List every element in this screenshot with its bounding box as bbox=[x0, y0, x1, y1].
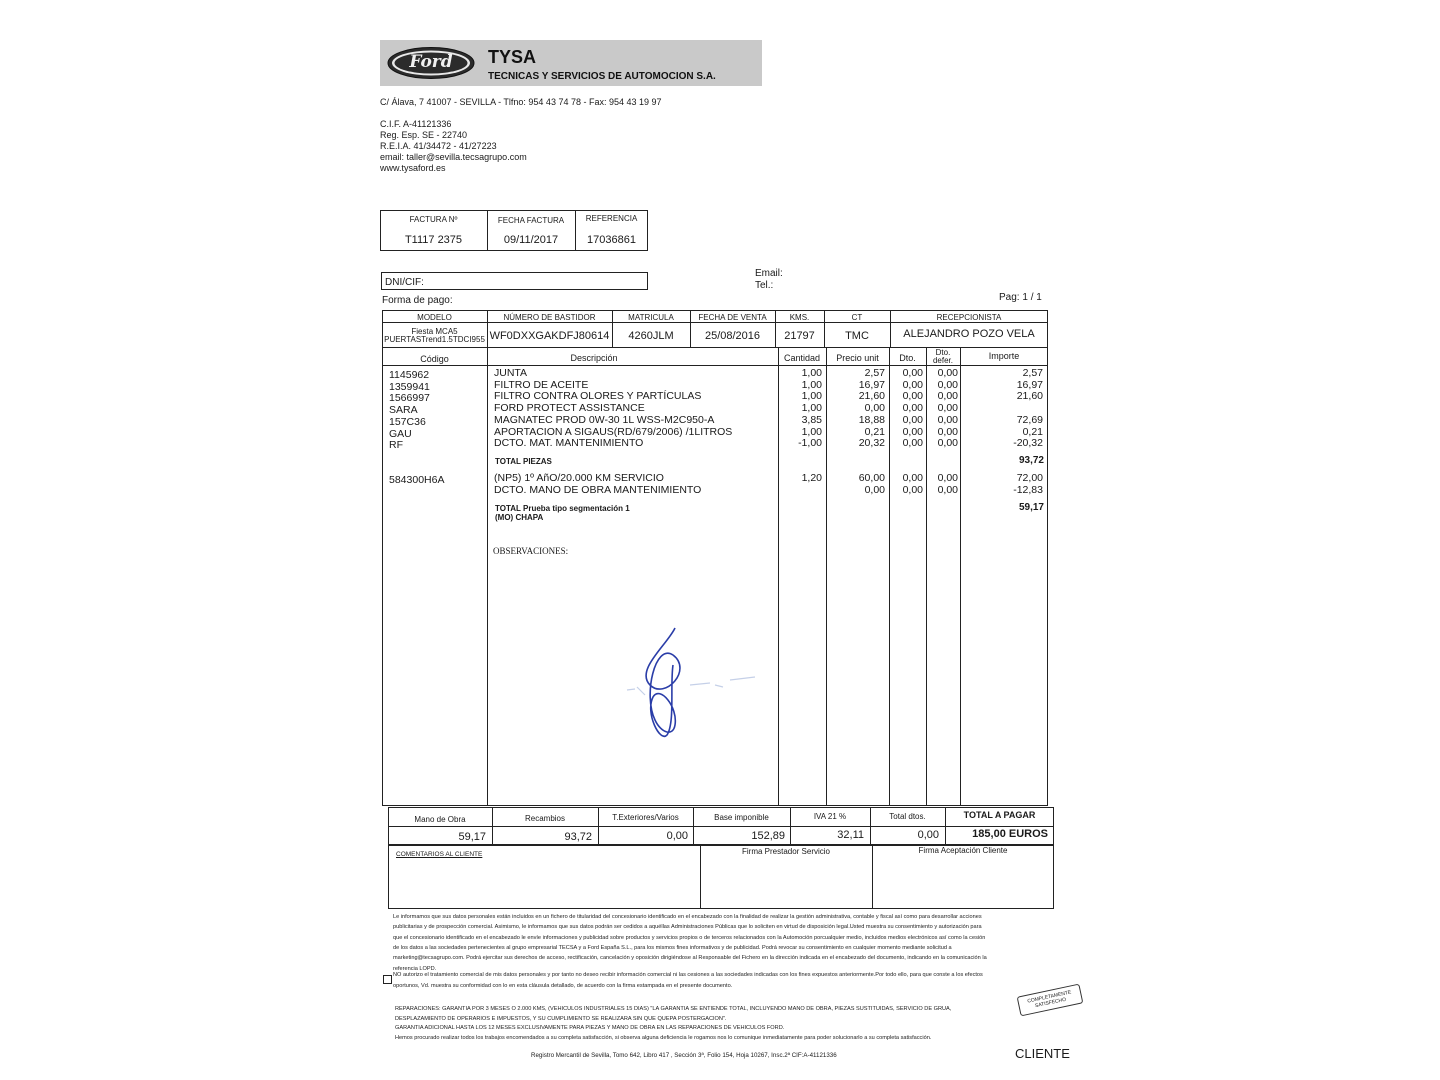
line-importe: -20,32 bbox=[1013, 437, 1043, 450]
lopd-line: Le informamos que sus datos personales están incluidos en un fichero de titularidad del concesionario identificado en el encabezado con la finalidad de realizar la gestión administrativa, contable y fiscal así como para desarrollar acciones bbox=[393, 914, 982, 920]
garantia-line: GARANTIA ADICIONAL HASTA LOS 12 MESES EXCLUSIVAMENTE PARA PIEZAS Y MANO DE OBRA EN LAS REPARACIONES DE VEHICULOS FORD. bbox=[395, 1025, 785, 1032]
vehicle-ct: TMC bbox=[845, 330, 869, 342]
company-reia: R.E.I.A. 41/34472 - 41/27223 bbox=[380, 141, 497, 151]
lopd-line: publicitarias y de prospección comercial. Asimismo, le informamos que sus datos podrán ser cedidos a aquéllas Administraciones Públicas que lo soliciten en virtud de disposición legal.Usted muestra su consentimiento y autorización para bbox=[393, 924, 982, 931]
total-piezas-label: TOTAL PIEZAS bbox=[495, 457, 552, 466]
total-dtos-value: 0,00 bbox=[917, 829, 939, 841]
total-mo-sub: (MO) CHAPA bbox=[495, 513, 544, 522]
col-descripcion: Descripción bbox=[570, 353, 618, 363]
line-dto: 0,00 bbox=[902, 402, 923, 415]
col-precio: Precio unit bbox=[836, 353, 879, 363]
recambios-value: 93,72 bbox=[564, 831, 592, 843]
line-dto-defer: 0,00 bbox=[937, 437, 958, 450]
total-piezas-value: 93,72 bbox=[1018, 455, 1044, 466]
no-autorizo-checkbox[interactable] bbox=[383, 975, 392, 984]
firma-prestador-label: Firma Prestador Servicio bbox=[741, 847, 831, 856]
referencia-number: 17036861 bbox=[587, 234, 636, 246]
vehicle-recepcionista: ALEJANDRO POZO VELA bbox=[903, 328, 1035, 340]
col-dto-defer-1: Dto. bbox=[935, 348, 951, 357]
line-descripcion: JUNTA bbox=[494, 367, 528, 379]
line-cantidad: 1,00 bbox=[801, 425, 822, 438]
ford-logo-text: Ford bbox=[409, 52, 453, 72]
satisfaction-stamp: COMPLETAMENTE SATISFECHO bbox=[1017, 984, 1084, 1017]
vehicle-header-matricula: MATRICULA bbox=[628, 313, 674, 322]
line-dto-defer: 0,00 bbox=[937, 390, 958, 403]
mano-obra-value: 59,17 bbox=[458, 831, 486, 843]
line-descripcion: MAGNATEC PROD 0W-30 1L WSS-M2C950-A bbox=[494, 413, 715, 426]
registro-mercantil: Registro Mercantil de Sevilla, Tomo 642, Libro 417 , Sección 3ª, Folio 154, Hoja 10267, Insc.2ª CIF:A-41121336 bbox=[531, 1052, 837, 1059]
line-cantidad: 1,00 bbox=[801, 378, 822, 391]
line-codigo: GAU bbox=[389, 427, 412, 440]
line-cantidad: 3,85 bbox=[801, 413, 822, 426]
line-importe: 0,21 bbox=[1022, 425, 1043, 438]
vehicle-header-bastidor: NÚMERO DE BASTIDOR bbox=[503, 313, 596, 322]
garantia-line: Hemos procurado realizar todos los trabajos encomendados a su completa satisfacción, si observa alguna deficiencia le rogamos nos lo comunique inmediatamente para poder solucionarlo a su completa satisfacción. bbox=[395, 1034, 932, 1041]
labor-dto: 0,00 bbox=[902, 483, 923, 496]
line-precio: 2,57 bbox=[864, 367, 885, 379]
vehicle-modelo-line1: Fiesta MCA5 bbox=[411, 327, 458, 336]
vehicle-header-recepcionista: RECEPCIONISTA bbox=[936, 313, 1002, 322]
line-codigo: RF bbox=[389, 439, 403, 452]
line-descripcion: DCTO. MAT. MANTENIMIENTO bbox=[494, 437, 644, 450]
line-descripcion: APORTACION A SIGAUS(RD/679/2006) /1LITROS bbox=[494, 425, 733, 438]
garantia-line: DESPLAZAMIENTO DE OPERARIOS E IMPUESTOS, Y SU CUMPLIMIENTO SE REALIZARA SIN QUE QUEPA POSTERGACION". bbox=[395, 1015, 727, 1022]
tel-label: Tel.: bbox=[755, 280, 774, 291]
vehicle-header-modelo: MODELO bbox=[417, 313, 452, 322]
line-precio: 18,88 bbox=[858, 413, 885, 426]
line-codigo: 1566997 bbox=[389, 392, 430, 405]
lopd-line: marketing@tecsagrupo.com. Podrá ejercitar sus derechos de acceso, rectificación, cancelación y oposición dirigiéndose al Responsable del Fichero en la dirección indicada en el encabezado del documento, indicando en la comunicación la bbox=[393, 955, 987, 962]
line-dto-defer: 0,00 bbox=[937, 425, 958, 438]
col-dto-defer-2: defer. bbox=[932, 356, 953, 365]
line-importe: 21,60 bbox=[1016, 390, 1043, 403]
dni-label: DNI/CIF: bbox=[385, 277, 424, 288]
line-precio: 16,97 bbox=[858, 378, 885, 391]
forma-pago-label: Forma de pago: bbox=[382, 295, 453, 306]
line-dto: 0,00 bbox=[902, 437, 923, 450]
labor-dto: 0,00 bbox=[902, 472, 923, 484]
col-codigo: Código bbox=[420, 354, 449, 364]
copy-label: CLIENTE bbox=[1015, 1046, 1070, 1061]
noaut-line: oportunos, Vd. muestra su conformidad con lo en esta cláusula detallado, de acuerdo con la firma estampada en el presente documento. bbox=[393, 982, 733, 989]
observaciones-label: OBSERVACIONES: bbox=[493, 546, 569, 556]
lopd-line: de los datos a las sociedades pertenecientes al grupo empresarial TECSA y a Ford España S.L., para los mismos fines informativos y de publicidad. Podrá revocar su consentimiento en cualquier momento mediante solicitud a bbox=[393, 944, 952, 951]
company-full-name: TECNICAS Y SERVICIOS DE AUTOMOCION S.A. bbox=[488, 71, 716, 82]
company-name: TYSA bbox=[488, 47, 537, 67]
line-cantidad: 1,00 bbox=[801, 390, 822, 403]
line-importe: 16,97 bbox=[1016, 378, 1043, 391]
line-descripcion: FILTRO CONTRA OLORES Y PARTÍCULAS bbox=[494, 390, 702, 403]
line-precio: 20,32 bbox=[858, 437, 885, 450]
total-dtos-label: Total dtos. bbox=[889, 812, 926, 821]
vehicle-matricula: 4260JLM bbox=[628, 330, 674, 342]
line-codigo: 1359941 bbox=[389, 380, 430, 393]
line-dto: 0,00 bbox=[902, 378, 923, 391]
vehicle-header-kms: KMS. bbox=[789, 313, 810, 322]
line-precio: 0,21 bbox=[864, 425, 885, 438]
referencia-label: REFERENCIA bbox=[585, 214, 638, 223]
labor-descripcion: DCTO. MANO DE OBRA MANTENIMIENTO bbox=[494, 483, 702, 496]
vehicle-kms: 21797 bbox=[784, 330, 815, 342]
labor-descripcion: (NP5) 1º AñO/20.000 KM SERVICIO bbox=[494, 472, 664, 484]
labor-precio: 0,00 bbox=[864, 483, 885, 496]
exteriores-label: T.Exteriores/Varios bbox=[612, 813, 679, 822]
base-imponible-value: 152,89 bbox=[751, 830, 785, 842]
email-label: Email: bbox=[755, 268, 783, 279]
company-reg: Reg. Esp. SE - 22740 bbox=[380, 130, 468, 140]
total-pagar-label: TOTAL A PAGAR bbox=[963, 810, 1036, 820]
company-cif: C.I.F. A-41121336 bbox=[380, 119, 452, 129]
vehicle-header-ct: CT bbox=[851, 313, 863, 322]
labor-codigo: 584300H6A bbox=[389, 474, 445, 486]
line-codigo: 1145962 bbox=[389, 369, 430, 381]
col-importe: Importe bbox=[988, 351, 1020, 361]
total-mo-label: TOTAL Prueba tipo segmentación 1 bbox=[495, 504, 630, 513]
signature-image bbox=[615, 625, 795, 750]
noaut-line: NO autorizo el tratamiento comercial de mis datos personales y por tanto no deseo recibir información comercial ni las cesiones a las sociedades indicadas con los fines expuestos anteriormente.Por todo ello, para que conste a los efectos bbox=[393, 972, 983, 978]
labor-dto-defer: 0,00 bbox=[937, 483, 958, 496]
comentarios-label: COMENTARIOS AL CLIENTE bbox=[396, 851, 483, 858]
line-precio: 21,60 bbox=[858, 390, 885, 403]
vehicle-bastidor: WF0DXXGAKDFJ80614 bbox=[489, 330, 610, 342]
exteriores-value: 0,00 bbox=[666, 830, 688, 842]
garantia-line: REPARACIONES: GARANTIA POR 3 MESES O 2.000 KMS, (VEHICULOS INDUSTRIALES 15 DIAS) "LA GARANTIA SE ENTIENDE TOTAL, INCLUYENDO MANO DE OBRA, PIEZAS SUSTITUIDAS, SERVICIO DE GRUA, bbox=[395, 1006, 952, 1012]
page-number: Pag: 1 / 1 bbox=[999, 292, 1042, 303]
vehicle-header-fecha-venta: FECHA DE VENTA bbox=[698, 313, 767, 322]
line-descripcion: FILTRO DE ACEITE bbox=[494, 378, 589, 391]
line-dto: 0,00 bbox=[902, 425, 923, 438]
factura-number: T1117 2375 bbox=[404, 234, 463, 246]
line-codigo: SARA bbox=[389, 404, 418, 417]
recambios-label: Recambios bbox=[524, 814, 565, 823]
line-cantidad: 1,00 bbox=[801, 367, 822, 379]
company-email: email: taller@sevilla.tecsagrupo.com bbox=[380, 152, 527, 162]
line-dto: 0,00 bbox=[902, 390, 923, 403]
company-web: www.tysaford.es bbox=[380, 163, 446, 173]
fecha-factura-label: FECHA FACTURA bbox=[497, 216, 565, 225]
line-cantidad: 1,00 bbox=[801, 402, 822, 415]
line-dto-defer: 0,00 bbox=[937, 378, 958, 391]
labor-dto-defer: 0,00 bbox=[937, 472, 958, 484]
iva-value: 32,11 bbox=[837, 829, 864, 841]
line-importe: 72,69 bbox=[1016, 413, 1043, 426]
labor-importe: 72,00 bbox=[1016, 472, 1043, 484]
company-address: C/ Álava, 7 41007 - SEVILLA - Tlfno: 954 43 74 78 - Fax: 954 43 19 97 bbox=[380, 97, 662, 107]
factura-label: FACTURA Nº bbox=[409, 215, 458, 224]
line-dto-defer: 0,00 bbox=[937, 413, 958, 426]
total-mo-value: 59,17 bbox=[1018, 502, 1044, 513]
lopd-line: referencia LOPD. bbox=[393, 965, 437, 972]
line-dto-defer: 0,00 bbox=[937, 402, 958, 415]
ford-logo-icon bbox=[386, 46, 476, 80]
iva-label: IVA 21 % bbox=[813, 812, 847, 821]
line-cantidad: -1,00 bbox=[798, 437, 822, 450]
vehicle-modelo-line2: PUERTASTrend1.5TDCI955 bbox=[384, 335, 485, 344]
line-descripcion: FORD PROTECT ASSISTANCE bbox=[494, 402, 645, 415]
col-dto: Dto. bbox=[899, 353, 916, 363]
line-dto-defer: 0,00 bbox=[937, 367, 958, 379]
vehicle-fecha-venta: 25/08/2016 bbox=[704, 330, 761, 342]
line-dto: 0,00 bbox=[902, 413, 923, 426]
firma-cliente-label: Firma Aceptación Cliente bbox=[918, 846, 1008, 855]
col-cantidad: Cantidad bbox=[783, 353, 821, 363]
line-codigo: 157C36 bbox=[389, 415, 426, 428]
labor-importe: -12,83 bbox=[1013, 483, 1043, 496]
lopd-line: que el concesionario identificado en el encabezado le envíe informaciones y publicidad sobre productos y servicios propios o de terceros relacionados con la Automoción porcualquier medio, incluidos medios electrónicos así como la cesión bbox=[393, 934, 986, 941]
base-imponible-label: Base imponible bbox=[714, 813, 769, 822]
line-dto: 0,00 bbox=[902, 367, 923, 379]
labor-precio: 60,00 bbox=[858, 472, 885, 484]
fecha-factura: 09/11/2017 bbox=[503, 234, 559, 246]
line-precio: 0,00 bbox=[864, 402, 885, 415]
line-importe: 2,57 bbox=[1022, 367, 1043, 379]
mano-obra-label: Mano de Obra bbox=[414, 815, 466, 824]
labor-cantidad: 1,20 bbox=[801, 472, 822, 484]
total-pagar-value: 185,00 EUROS bbox=[972, 828, 1048, 840]
